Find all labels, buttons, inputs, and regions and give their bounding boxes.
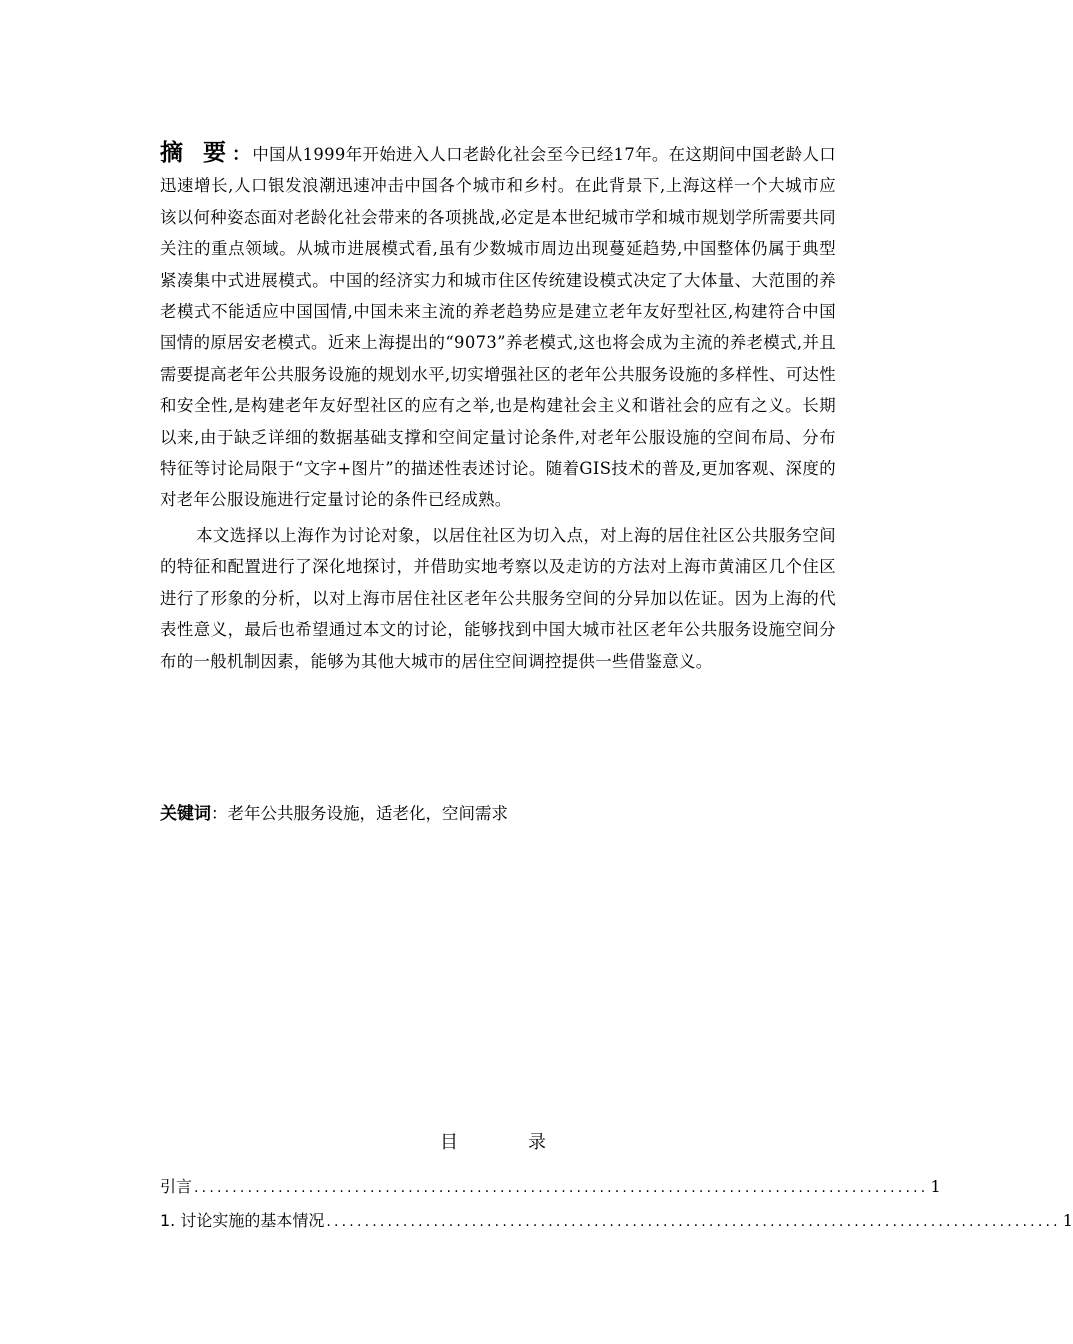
abstract-text-1: 中国从1999年开始进入人口老龄化社会至今已经17年。在这期间中国老龄人口迅速增长,人口银发浪潮迅速冲击中国各个城市和乡村。在此背景下,上海这样一个大城市应该以何种姿态面对老龄化社会带来的各项挑战,必定是本世纪城市学和城市规划学所需要共同关注的重点领域。从城市进展模式看,虽有少数城市周边出现蔓延趋势,中国整体仍属于典型紧凑集中式进展模式。中国的经济实力和城市住区传统建设模式决定了大体量、大范围的养老模式不能适应中国国情,中国未来主流的养老趋势应是建立老年友好型社区,构建符合中国国情的原居安老模式。近来上海提出的“9073”养老模式,这也将会成为主流的养老模式,并且需要提高老年公共服务设施的规划水平,切实增强社区的老年公共服务设施的多样性、可达性和安全性,是构建老年友好型社区的应有之举,也是构建社会主义和谐社会的应有之义。长期以来,由于缺乏详细的数据基础支撑和空间定量讨论条件,对老年公服设施的空间布局、分布特征等讨论局限于“文字+图片”的描述性表述讨论。随着GIS技术的普及,更加客观、深度的对老年公服设施进行定量讨论的条件已经成熟。 xyxy=(160,145,837,510)
toc-title xyxy=(440,1128,546,1154)
abstract-section xyxy=(160,138,836,677)
toc-entry-leader: ................................................................................................ xyxy=(194,1180,929,1196)
keywords-text: 老年公共服务设施，适老化，空间需求 xyxy=(227,804,508,823)
toc-entry-label: 1. 讨论实施的基本情况 xyxy=(160,1211,325,1230)
toc-entry-leader: ................................................................................................ xyxy=(326,1214,1061,1230)
toc-entry[interactable] xyxy=(160,1208,1073,1242)
table-of-contents xyxy=(160,1174,1073,1242)
toc-entry-page: 1 xyxy=(1062,1211,1073,1230)
toc-title-char-1: 目 xyxy=(440,1132,458,1153)
keywords-line xyxy=(160,800,836,828)
toc-entry-page: 1 xyxy=(930,1177,941,1196)
toc-entry-label: 引言 xyxy=(160,1177,193,1196)
abstract-label: 摘 要 xyxy=(160,140,233,166)
keywords-colon: ： xyxy=(211,804,228,823)
toc-title-char-2: 录 xyxy=(528,1132,546,1153)
abstract-colon: ： xyxy=(232,144,251,165)
abstract-paragraph-1 xyxy=(160,138,836,516)
keywords-label: 关键词 xyxy=(160,804,211,824)
abstract-paragraph-2: 本文选择以上海作为讨论对象，以居住社区为切入点，对上海的居住社区公共服务空间的特征和配置进行了深化地探讨，并借助实地考察以及走访的方法对上海市黄浦区几个住区进行了形象的分析，以对上海市居住社区老年公共服务空间的分异加以佐证。因为上海的代表性意义，最后也希望通过本文的讨论，能够找到中国大城市社区老年公共服务设施空间分布的一般机制因素，能够为其他大城市的居住空间调控提供一些借鉴意义。 xyxy=(160,525,836,671)
toc-entry[interactable] xyxy=(160,1174,941,1208)
